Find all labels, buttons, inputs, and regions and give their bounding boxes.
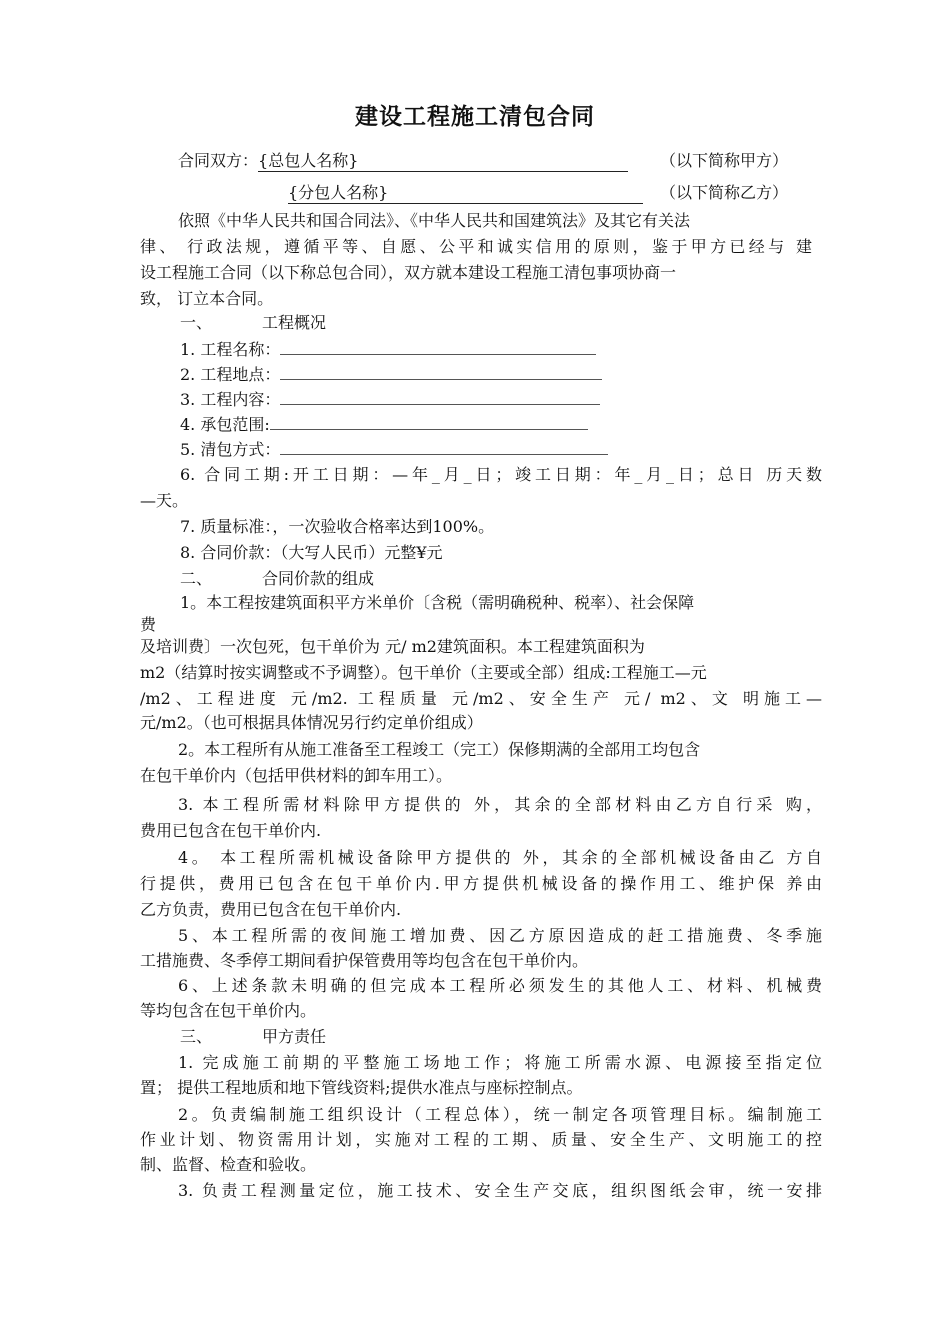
blank-line (280, 361, 602, 380)
paragraph-line: 1。本工程按建筑面积平方米单价〔含税（需明确税种、税率）、社会保障 (180, 593, 695, 612)
section-title: 甲方责任 (262, 1027, 327, 1046)
form-field-row (180, 411, 865, 438)
preamble-line: 依照《中华人民共和国合同法》、《中华人民共和国建筑法》及其它有关法 (178, 211, 691, 230)
form-field-row (180, 361, 865, 388)
paragraph-line: 1. 完成施工前期的平整施工场地工作；将施工所需水源、电源接至指定位 (178, 1053, 822, 1072)
preamble-line: 设工程施工合同（以下称总包合同），双方就本建设工程施工清包事项协商一 (140, 263, 677, 282)
paragraph-line: 3. 负责工程测量定位，施工技术、安全生产交底，组织图纸会审，统一安排 (178, 1181, 822, 1200)
paragraph-line: 6. 合同工期:开工日期：—年_月_日；竣工日期：年_月_日；总日 历天数 (180, 465, 822, 484)
preamble-line: 致， 订立本合同。 (140, 289, 274, 308)
form-field-row (180, 436, 865, 463)
blank-line (280, 336, 596, 355)
paragraph-line: 费 (140, 615, 157, 634)
preamble-line: 律、 行政法规，遵循平等、自愿、公平和诚实信用的原则，鉴于甲方已经与 建 (140, 237, 812, 256)
paragraph-line: 2。负责编制施工组织设计（工程总体），统一制定各项管理目标。编制施工 (178, 1105, 822, 1124)
paragraph-line: 乙方负责，费用已包含在包干单价内. (140, 900, 402, 919)
paragraph-line: m2（结算时按实调整或不予调整）。包干单价（主要或全部）组成:工程施工—元 (140, 663, 707, 682)
party-b-name: {分包人名称} (288, 183, 643, 204)
paragraph-line: 工措施费、冬季停工期间看护保管费用等均包含在包干单价内。 (140, 951, 589, 970)
field-label: 3. 工程内容： (180, 390, 281, 409)
blank-line (280, 436, 608, 455)
document-title: 建设工程施工清包合同 (355, 103, 595, 130)
section-heading (180, 1024, 865, 1050)
paragraph-line: 7. 质量标准：，一次验收合格率达到100%。 (180, 517, 495, 536)
party-a-line (178, 148, 788, 174)
party-b-line (288, 180, 788, 206)
paragraph-line: 4。 本工程所需机械设备除甲方提供的 外，其余的全部机械设备由乙 方自 (178, 848, 822, 867)
paragraph-line: 8. 合同价款：（大写人民币）元整¥元 (180, 543, 443, 562)
section-number: 一、 (180, 313, 213, 332)
paragraph-line: 元/m2。（也可根据具体情况另行约定单价组成） (140, 713, 483, 732)
section-number: 三、 (180, 1027, 213, 1046)
paragraph-line: 制、监督、检查和验收。 (140, 1155, 317, 1174)
field-label: 2. 工程地点： (180, 365, 281, 384)
section-heading (180, 566, 865, 592)
paragraph-line: 3. 本工程所需材料除甲方提供的 外，其余的全部材料由乙方自行采 购， (178, 795, 822, 814)
paragraph-line: 置； 提供工程地质和地下管线资料;提供水准点与座标控制点。 (140, 1078, 583, 1097)
paragraph-line: 作业计划、物资需用计划，实施对工程的工期、质量、安全生产、文明施工的控 (140, 1130, 822, 1149)
paragraph-line: 及培训费〕一次包死，包干单价为 元/ m2建筑面积。本工程建筑面积为 (140, 637, 645, 656)
field-label: 1. 工程名称： (180, 340, 281, 359)
paragraph-line: 行提供，费用已包含在包干单价内.甲方提供机械设备的操作用工、维护保 养由 (140, 874, 822, 893)
blank-line (270, 411, 588, 430)
form-field-row (180, 336, 865, 363)
party-b-suffix: （以下简称乙方） (659, 183, 788, 202)
paragraph-line: 在包干单价内（包括甲供材料的卸车用工）。 (140, 766, 453, 785)
section-number: 二、 (180, 569, 213, 588)
field-label: 5. 清包方式： (180, 440, 281, 459)
section-title: 合同价款的组成 (262, 569, 375, 588)
paragraph-line: —天。 (140, 491, 189, 510)
field-label: 4. 承包范围: (180, 415, 270, 434)
paragraph-line: /m2、工程进度 元/m2. 工程质量 元/m2、安全生产 元/ m2、文 明施工— (140, 689, 822, 708)
party-a-suffix: （以下简称甲方） (659, 151, 788, 170)
paragraph-line: 6、上述条款未明确的但完成本工程所必须发生的其他人工、材料、机械费 (178, 976, 822, 995)
party-a-name: {总包人名称} (258, 151, 628, 172)
parties-label: 合同双方： (178, 151, 259, 170)
section-heading (180, 310, 865, 336)
paragraph-line: 费用已包含在包干单价内. (140, 821, 322, 840)
blank-line (280, 386, 600, 405)
paragraph-line: 2。本工程所有从施工准备至工程竣工（完工）保修期满的全部用工均包含 (178, 740, 701, 759)
paragraph-line: 等均包含在包干单价内。 (140, 1001, 317, 1020)
paragraph-line: 5、本工程所需的夜间施工增加费、因乙方原因造成的赶工措施费、冬季施 (178, 926, 822, 945)
form-field-row (180, 386, 865, 413)
section-title: 工程概况 (262, 313, 327, 332)
